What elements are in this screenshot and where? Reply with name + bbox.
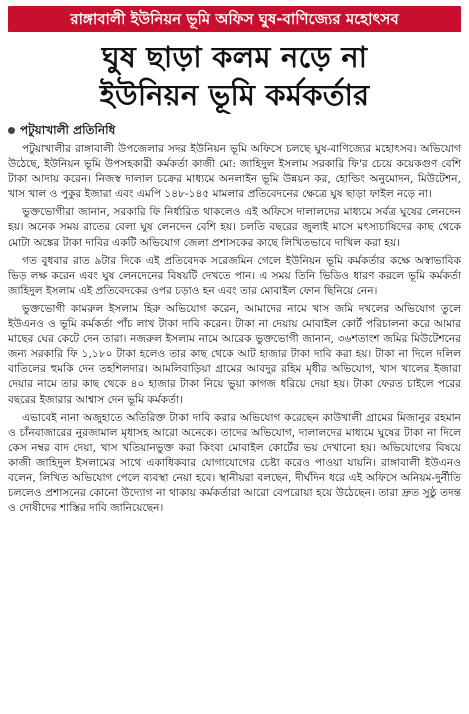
- paragraph: এভাবেই নানা অজুহাতে অতিরিক্ত টাকা দাবি করার অভিযোগ করেছেন কাউখালী গ্রামের মিজানুর রহমান ও চাঁনবাজারের নুরজামাল মৃধাসহ আরো অনেকে। তাদের অভিযোগ, দালালদের মাধ্যমে ঘুষের টাকা না দিলে কেস নম্বর বাদ দেয়া, খাস খতিয়ানভুক্ত করা কিংবা মোবাইল কোর্টের ভয় দেখানো হয়। অভিযোগের বিষয়ে কাজী জাহিদুল ইসলামের সাথে একাধিকবার যোগাযোগের চেষ্টা করেও পাওয়া যায়নি। রাঙ্গাবালী ইউএনও বলেন, লিখিত অভিযোগ পেলে ব্যবস্থা নেয়া হবে। স্থানীয়রা বলছেন, দীর্ঘদিন ধরে এই অফিসে অনিয়ম-দুর্নীতি চললেও প্রশাসনের কোনো উদ্যোগ না থাকায় কর্মকর্তারা আরো বেপরোয়া হয়ে উঠেছেন। তারা দ্রুত সুষ্ঠু তদন্ত ও দোষীদের শাস্তির দাবি জানিয়েছেন।: [8, 411, 461, 515]
- paragraph: পটুয়াখালীর রাঙ্গাবালী উপজেলার সদর ইউনিয়ন ভূমি অফিসে চলছে ঘুষ-বাণিজ্যের মহোৎসব। অভিযোগ উঠেছে, ইউনিয়ন ভূমি উপসহকারী কর্মকর্তা কাজী মো: জাহিদুল ইসলাম সরকারি ফি'র চেয়ে কয়েকগুণ বেশি টাকা আদায় করেন। নিজস্ব দালাল চক্রের মাধ্যমে অনলাইন ভূমি উন্নয়ন কর, হোল্ডিং অনুমোদন, মিউটেশন, খাস খাল ও পুকুর ইজারা এবং এমপি ১৪৮-১৪৫ মামলার প্রতিবেদনের ক্ষেত্রে ঘুষ ছাড়া ফাইল নড়ে না।: [8, 143, 461, 201]
- headline-line-2: ইউনিয়ন ভূমি কর্মকর্তার: [99, 78, 370, 112]
- bullet-icon: [8, 127, 15, 134]
- byline-text: পটুয়াখালী প্রতিনিধি: [20, 123, 116, 137]
- kicker-banner: রাঙ্গাবালী ইউনিয়ন ভূমি অফিস ঘুষ-বাণিজ্যের মহোৎসব: [8, 6, 461, 32]
- paragraph: ভুক্তভোগীরা জানান, সরকারি ফি নির্ধারিত থাকলেও এই অফিসে দালালদের মাধ্যমে সর্বত্র ঘুষের লেনদেন হয়। অনেক সময় রাতের বেলা ঘুষ লেনদেন বেশি হয়। চলতি বছরের জুলাই মাসে মৎস্যচাষিদের কাছ থেকে মোটা অঙ্কের টাকা দাবির একটি অভিযোগ জেলা প্রশাসকের কাছে লিখিতভাবে দাখিল করা হয়।: [8, 206, 461, 249]
- article-body: [8, 142, 461, 516]
- headline: [8, 38, 461, 114]
- paragraph: ভুক্তভোগী কামরুল ইসলাম হিরু অভিযোগ করেন, আমাদের নামে খাস জমি দখলের অভিযোগ তুলে ইউএনও ও ভূমি কর্মকর্তা পাঁচ লাখ টাকা দাবি করেন। টাকা না দেয়ায় মোবাইল কোর্ট পরিচালনা করে আমার মাছের ঘের কেটে দেন তারা। নজরুল ইসলাম নামে আরেক ভুক্তভোগী জানান, ৩৬শতাংশ জমির মিউটেশনের জন্য সরকারি ফি ১,১৮০ টাকা হলেও তার কাছ থেকে আট হাজার টাকা দাবি করা হয়। টাকা না দিলে দলিল বাতিলের হুমকি দেন তহশিলদার। আমলিবাড়িয়া গ্রামের আবদুর রহিম মৃধীর অভিযোগ, খাস খালের ইজারা দেয়ার নামে তার কাছ থেকে ৪০ হাজার টাকা নিয়ে ভুয়া কাগজ ধরিয়ে দেয়া হয়। টাকা ফেরত চাইলে পরের বছরের ইজারার আশ্বাস দেন ভূমি কর্মকর্তা।: [8, 302, 461, 406]
- byline: [8, 122, 461, 138]
- paragraph: গত বুধবার রাত ৯টার দিকে এই প্রতিবেদক সরেজমিন গেলে ইউনিয়ন ভূমি কর্মকর্তার কক্ষে অস্বাভাবিক ভিড় লক্ষ করেন এবং ঘুষ লেনদেনের বিষয়টি দেখতে পান। এ সময় তিনি ভিডিও ধারণ করলে ভূমি কর্মকর্তা জাহিদুল ইসলাম এই প্রতিবেদকের ওপর চড়াও হন এবং তার মোবাইল ফোন ছিনিয়ে নেন।: [8, 254, 461, 297]
- headline-line-1: ঘুষ ছাড়া কলম নড়ে না: [101, 40, 368, 74]
